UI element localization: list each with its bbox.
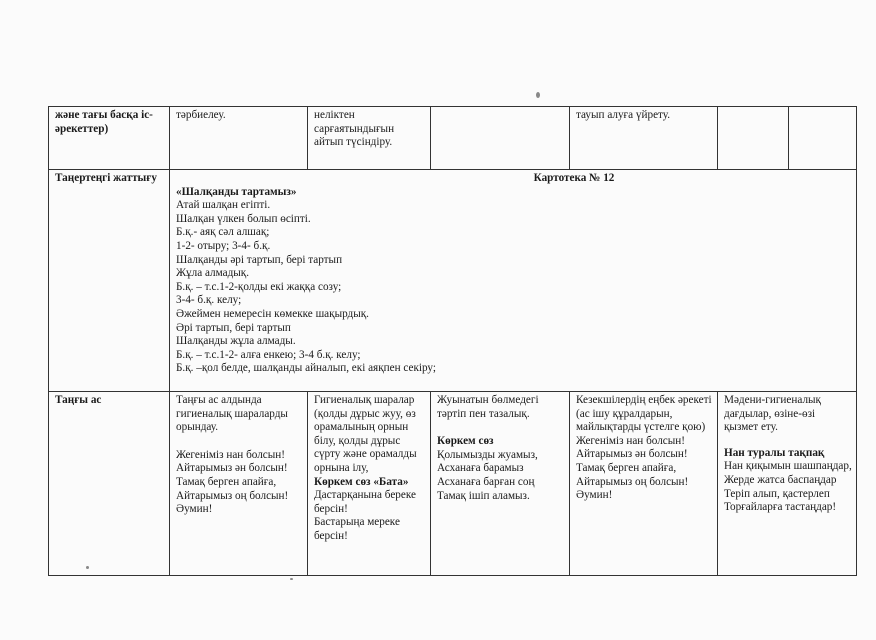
exercise-line: Атай шалқан егіпті. — [176, 199, 271, 212]
exercise-line: 3-4- б.қ. келу; — [176, 294, 242, 307]
verse-line: Жегеніміз нан болсын! — [176, 448, 285, 461]
table-cell — [308, 107, 431, 170]
cell-subheading: Көркем сөз — [437, 435, 494, 448]
table-cell — [431, 107, 570, 170]
exercise-line: Шалқан үлкен болып өсіпті. — [176, 212, 311, 225]
row-label-text: Таңғы ас — [55, 394, 102, 406]
cell-text: тауып алуға үйрету. — [576, 109, 671, 121]
verse-line: Жерде жатса баспаңдар — [724, 473, 837, 486]
exercise-line: Б.қ. – т.с.1-2-қолды екі жаққа созу; — [176, 280, 342, 293]
exercise-line: Шалқанды жұла алмады. — [176, 335, 296, 348]
exercise-line: Жұла алмадық. — [176, 267, 250, 280]
scan-speck — [536, 92, 540, 98]
verse-line: Теріп алып, қастерлеп — [724, 487, 830, 500]
exercise-line: 1-2- отыру; 3-4- б.қ. — [176, 239, 271, 252]
cell-text: неліктен сарғаятындығын айтып түсіндіру. — [314, 109, 395, 149]
cell-text: Жуынатын бөлмедегі тәртіп пен тазалық. — [437, 394, 539, 420]
exercise-line: Әрі тартып, бері тартып — [176, 321, 291, 334]
verse-line: Тамақ ішіп аламыз. — [437, 489, 530, 502]
verse-line: Нан қиқымын шашпаңдар, — [724, 460, 852, 473]
verse-line: Әумин! — [176, 503, 213, 516]
table-row — [49, 170, 857, 392]
table-subcell — [789, 107, 856, 169]
table-row — [49, 107, 857, 170]
exercise-line: Б.қ. –қол белде, шалқанды айналып, екі аяқпен секіру; — [176, 362, 436, 375]
table-cell — [718, 107, 857, 170]
table-cell — [570, 107, 718, 170]
table-subcell — [718, 107, 789, 169]
cell-text: Таңғы ас алдында гигиеналық шараларды орындау. — [176, 394, 288, 434]
verse-line: Асханаға барған соң — [437, 475, 535, 488]
exercise-line: Шалқанды әрі тартып, бері тартып — [176, 253, 343, 266]
table-cell — [170, 107, 308, 170]
row-label — [49, 392, 170, 576]
exercise-title: «Шалқанды тартамыз» — [176, 185, 297, 198]
cell-subheading: Көркем сөз «Бата» — [314, 475, 409, 488]
verse-line: Жегеніміз нан болсын! — [576, 434, 685, 447]
cell-text: Мәдени-гигиеналық дағдылар, өзіне-өзі қызмет ету. — [724, 394, 821, 434]
exercise-lines — [176, 199, 852, 376]
verse-line: Бастарыңа мереке берсін! — [314, 516, 400, 542]
verse-line: Айтарымыз ән болсын! — [176, 462, 288, 475]
plan-table — [48, 106, 857, 576]
row-label-text: Таңертеңгі жаттығу — [55, 172, 157, 184]
verse-line: Тамақ берген апайға, — [576, 461, 677, 474]
table-cell — [170, 392, 308, 576]
verse-line: Айтарымыз ән болсын! — [576, 448, 688, 461]
cell-text: Гигиеналық шаралар (қолды дұрыс жуу, өз орамалының орнын білу, қолды дұрыс сүрту және орамалды орнына ілу, — [314, 394, 417, 474]
row-label — [49, 170, 170, 392]
verse-line: Қолымызды жуамыз, — [437, 448, 538, 461]
row-label — [49, 107, 170, 170]
table-cell — [718, 392, 857, 576]
exercise-line: Б.қ.- аяқ сәл алшақ; — [176, 226, 270, 239]
verse-line: Дастарқанына береке берсін! — [314, 489, 416, 515]
scan-speck — [290, 578, 293, 580]
cell-subheading: Нан туралы тақпақ — [724, 446, 825, 459]
table-cell — [431, 392, 570, 576]
verse-line: Торғайларға тастаңдар! — [724, 501, 837, 514]
table-cell — [308, 392, 431, 576]
card-heading: Картотека № 12 — [533, 172, 615, 184]
exercise-line: Әжеймен немересін көмекке шақырдық. — [176, 307, 369, 320]
cell-text: тәрбиелеу. — [176, 109, 226, 121]
verse-line: Тамақ берген апайға, Айтарымыз оң болсын! — [176, 475, 289, 502]
table-cell — [170, 170, 857, 392]
cell-text: Кезекшілердің еңбек әрекеті (ас ішу құралдарын, майлықтарды үстелге қою) — [576, 394, 712, 434]
verse-line: Айтарымыз оң болсын! — [576, 475, 689, 488]
verse-line: Әумин! — [576, 489, 613, 502]
table-cell — [570, 392, 718, 576]
row-label-text: және тағы басқа іс-әрекеттер) — [55, 109, 153, 135]
verse-line: Асханаға барамыз — [437, 462, 524, 475]
exercise-line: Б.қ. – т.с.1-2- алға енкею; 3-4 б.қ. келу; — [176, 348, 361, 361]
table-row — [49, 392, 857, 576]
